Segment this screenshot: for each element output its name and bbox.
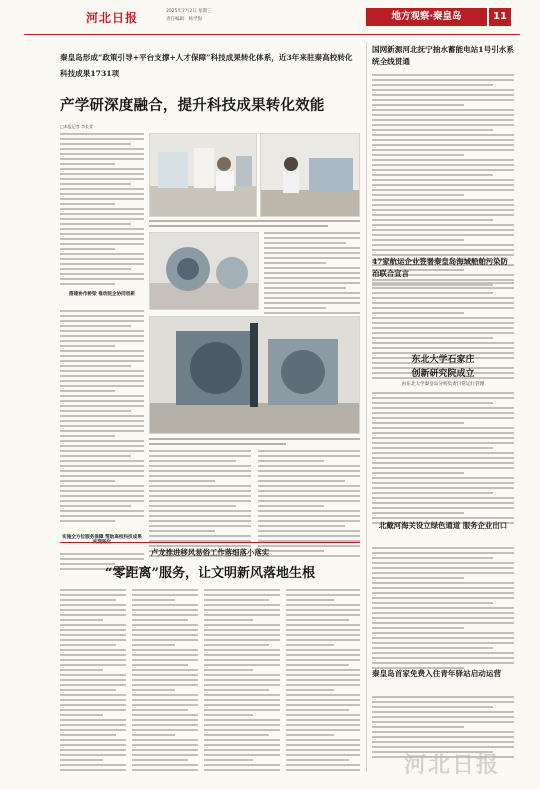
right-text-4 bbox=[372, 547, 514, 672]
bottom-text-col4 bbox=[286, 589, 360, 774]
bottom-headline: “零距离”服务，让文明新风落地生根 bbox=[105, 566, 315, 581]
right-headline-3b: 创新研究院成立 bbox=[411, 369, 475, 379]
right-headline-2: 47家航运企业签署秦皇岛海域船舶污染防治联合宣言 bbox=[372, 257, 508, 278]
right-headline-1: 国网新源河北抚宁抽水蓄能电站1号引水系统全线贯通 bbox=[372, 45, 514, 66]
column-divider bbox=[366, 42, 367, 772]
lab-photo bbox=[149, 133, 257, 217]
right-headline-3a: 东北大学石家庄 bbox=[411, 355, 475, 365]
right-subhead-3: 由东北大学秦皇岛分校负责日常运行管理 bbox=[401, 382, 485, 387]
lead-kicker: 秦皇岛形成“政策引导+平台支撑+人才保障”科技成果转化体系，近3年来驻秦高校转化科技成果1731项 bbox=[60, 53, 353, 78]
lead-text-col1a bbox=[60, 133, 144, 288]
lead-text-col2b bbox=[149, 450, 251, 560]
bottom-text-col1 bbox=[60, 589, 126, 774]
masthead bbox=[0, 0, 540, 42]
lead-subhead-2: 实施全方位服务保障 帮助高校科技成果 bbox=[62, 535, 142, 540]
valve-photo-1 bbox=[149, 232, 259, 310]
lead-byline: □本报记者 李长青 bbox=[60, 124, 94, 129]
masthead-rule bbox=[24, 34, 520, 35]
lead-text-col3 bbox=[258, 450, 360, 560]
page-number: 11 bbox=[493, 11, 507, 22]
lab-photo-caption bbox=[149, 220, 360, 230]
right-text-3 bbox=[372, 392, 514, 527]
bottom-rule bbox=[60, 542, 360, 543]
valve-photo-caption bbox=[149, 438, 360, 448]
lead-text-col1b bbox=[60, 310, 144, 525]
right-headline-5: 秦皇岛首家免费入住青年驿站启动运营 bbox=[372, 669, 502, 678]
newspaper-logo: 河北日报 bbox=[86, 11, 139, 25]
lead-subhead-1: 搭建协作桥梁 推动院企协同创新 bbox=[69, 292, 135, 297]
lab-photo-2 bbox=[260, 133, 360, 217]
right-headline-4: 北戴河海关设立绿色通道 服务企业出口 bbox=[378, 521, 508, 530]
bottom-text-col2 bbox=[132, 589, 198, 774]
bottom-text-col3 bbox=[204, 589, 280, 774]
editor-credit: 责任编辑：杨学海 bbox=[166, 17, 202, 22]
valve-photo-2 bbox=[149, 316, 360, 434]
lead-headline: 产学研深度融合，提升科技成果转化效能 bbox=[60, 97, 325, 114]
watermark-logo: 河北日报 bbox=[404, 752, 501, 778]
bottom-kicker: 卢龙推进移风易俗工作落细落小落实 bbox=[150, 548, 270, 557]
section-title: 地方观察·秦皇岛 bbox=[366, 8, 487, 26]
issue-date: 2025年7月2日 星期三 bbox=[166, 9, 212, 14]
lead-text-col2a bbox=[264, 232, 360, 322]
